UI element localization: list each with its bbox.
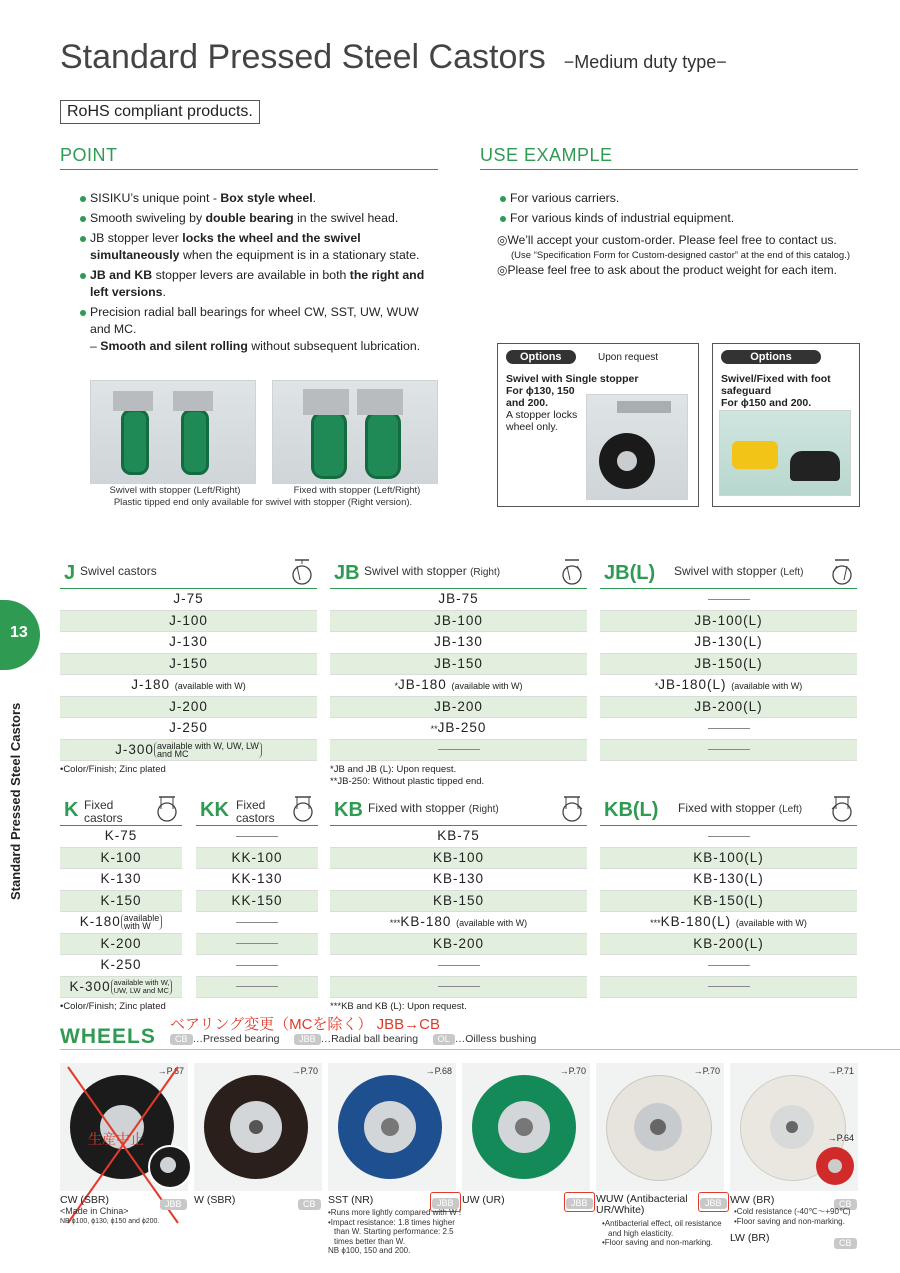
photo-caption-2: Fixed with stopper (Left/Right) [293, 485, 421, 496]
wheel-card-wuw [596, 1063, 724, 1191]
table-row: JB-100 [330, 611, 587, 633]
table-k-footnote: •Color/Finish; Zinc plated [60, 1001, 166, 1012]
table-label: Fixed castors [236, 798, 275, 825]
table-row: K-150 [60, 891, 182, 913]
table-row [196, 826, 318, 848]
table-code: J [64, 562, 76, 584]
table-row [600, 718, 857, 740]
page-ref: →P.64 [827, 1133, 854, 1143]
table-row: J-75 [60, 589, 317, 611]
custom-order-note: ◎We’ll accept your custom-order. Please feel free to contact us. [497, 233, 837, 247]
fixed-stopper-icon [561, 795, 583, 823]
table-row [600, 977, 857, 999]
table-label: Fixed with stopper (Left) [678, 801, 803, 815]
photo-fixed-stopper [272, 380, 438, 484]
table-row: K-180 available with W [60, 912, 182, 934]
bearing-badge: CB [834, 1199, 857, 1210]
point-heading: POINT [60, 145, 438, 170]
wheel-name: W (SBR) [194, 1194, 236, 1206]
table-row: J-250 [60, 718, 317, 740]
table-row: KB-150(L) [600, 891, 857, 913]
side-section-label: Standard Pressed Steel Castors [8, 702, 23, 900]
photo-caption-1: Swivel with stopper (Left/Right) [109, 485, 241, 496]
bearing-badge: JBB [160, 1199, 187, 1210]
table-code: KK [200, 799, 229, 821]
point-bullet-5: Precision radial ball bearings for wheel CW, SST, UW, WUW and MC. – Smooth and silent rolling without subsequent lubrication. [80, 304, 440, 355]
table-label: Swivel castors [80, 564, 157, 578]
table-row: KB-100 [330, 848, 587, 870]
point-bullet-1: SISIKU’s unique point - Box style wheel. [80, 190, 440, 207]
table-row [196, 934, 318, 956]
wheel-card-sst [328, 1063, 456, 1191]
table-jb-left [600, 558, 857, 761]
point-bullet-2: Smooth swiveling by double bearing in the swivel head. [80, 210, 440, 227]
table-row: J-180 (available with W) [60, 675, 317, 697]
option1-text: Swivel with Single stopper For ϕ130, 150 and 200. A stopper locks wheel only. [506, 373, 639, 433]
wheel-name: UW (UR) [462, 1194, 505, 1206]
table-row: JB-200(L) [600, 697, 857, 719]
wheel-name: CW (SBR) [60, 1194, 109, 1206]
wheel-name: SST (NR) [328, 1194, 374, 1206]
table-row: JB-100(L) [600, 611, 857, 633]
options-pill: Options [721, 350, 821, 364]
bearing-badge: JBB [700, 1198, 727, 1209]
wheels-heading: WHEELS [60, 1025, 156, 1048]
table-row: K-200 [60, 934, 182, 956]
page-ref: →P.68 [425, 1066, 452, 1076]
table-row: JB-150 [330, 654, 587, 676]
fixed-castor-icon [292, 795, 314, 823]
fixed-stopper-left-icon [831, 795, 853, 823]
table-row: ***KB-180 (available with W) [330, 912, 587, 934]
table-row: JB-200 [330, 697, 587, 719]
table-kb-left [600, 795, 857, 998]
table-row: JB-130(L) [600, 632, 857, 654]
discontinued-label: 生産中止 [88, 1131, 144, 1147]
page-subtitle: −Medium duty type− [563, 52, 727, 72]
page-ref: →P.70 [693, 1066, 720, 1076]
use-notes [497, 233, 877, 278]
table-kb [330, 795, 587, 1013]
table-code: JB [334, 562, 360, 584]
point-bullet-3: JB stopper lever locks the wheel and the swivel simultaneously when the equipment is in a stationary state. [80, 230, 440, 264]
bearing-change-note: ベアリング変更（MCを除く） JBB→CB [170, 1016, 440, 1033]
table-row [196, 955, 318, 977]
spec-form-note: (Use “Specification Form for Custom-designed castor” at the end of this catalog.) [511, 250, 850, 261]
wheel-note: •Antibacterial effect, oil resistance and high elasticity. •Floor saving and non-marking. [602, 1219, 722, 1247]
table-row: KB-130(L) [600, 869, 857, 891]
point-bullets [80, 190, 440, 358]
option2-text: Swivel/Fixed with foot safeguard For ϕ150 and 200. [721, 373, 831, 409]
option-box-single-stopper [497, 343, 699, 507]
option1-photo [586, 394, 688, 500]
wheel-name: LW (BR) [730, 1232, 770, 1244]
table-row: JB-130 [330, 632, 587, 654]
table-row: JB-75 [330, 589, 587, 611]
use-bullets [500, 190, 860, 230]
options-pill: Options [506, 350, 576, 364]
rohs-label: RoHS compliant products. [60, 100, 260, 124]
table-row: ***KB-180(L) (available with W) [600, 912, 857, 934]
page-ref: →P.71 [827, 1066, 854, 1076]
table-row [600, 826, 857, 848]
table-row: J-200 [60, 697, 317, 719]
table-k [60, 795, 182, 1013]
use-bullet-2: For various kinds of industrial equipment. [500, 210, 860, 227]
page-ref: →P.70 [559, 1066, 586, 1076]
table-j [60, 558, 317, 776]
bearing-badge: JBB [566, 1198, 593, 1209]
bearing-badge: CB [834, 1238, 857, 1249]
table-row: KB-75 [330, 826, 587, 848]
table-row [330, 955, 587, 977]
table-row: KB-150 [330, 891, 587, 913]
table-row: K-250 [60, 955, 182, 977]
weight-note: ◎Please feel free to ask about the product weight for each item. [497, 263, 837, 277]
table-row: K-100 [60, 848, 182, 870]
table-row: **JB-250 [330, 718, 587, 740]
table-code: KB(L) [604, 799, 659, 821]
option2-photo [719, 410, 851, 496]
wheel-name: WUW (Antibacterial UR/White) [596, 1193, 688, 1216]
page-title: Standard Pressed Steel Castors −Medium duty type− [60, 38, 727, 76]
page-number-tab: 13 [0, 600, 40, 670]
wheel-name: WW (BR) [730, 1194, 775, 1206]
use-bullet-1: For various carriers. [500, 190, 860, 207]
table-row: KB-100(L) [600, 848, 857, 870]
table-row: KB-200(L) [600, 934, 857, 956]
table-row: J-300 available with W, UW, LW and MC [60, 740, 317, 762]
table-label: Fixed castors [84, 798, 123, 825]
wheel-note: •Runs more lightly compared with W ! •Impact resistance: 1.8 times higher than W. Starting performance: 2.5 times better than W. NB ϕ100, 150 and 200. [328, 1208, 462, 1255]
wheel-card-uw [462, 1063, 590, 1191]
photo-swivel-stopper [90, 380, 256, 484]
table-code: JB(L) [604, 562, 656, 584]
swivel-stopper-icon [561, 558, 583, 586]
table-row: K-130 [60, 869, 182, 891]
bearing-badge: JBB [432, 1198, 459, 1209]
upon-request-label: Upon request [598, 352, 659, 363]
table-row: KK-130 [196, 869, 318, 891]
table-row: KB-130 [330, 869, 587, 891]
table-row [330, 740, 587, 762]
table-row: *JB-180 (available with W) [330, 675, 587, 697]
table-row [196, 977, 318, 999]
page-ref: →P.67 [157, 1066, 184, 1076]
option-box-foot-safeguard [712, 343, 860, 507]
table-code: K [64, 799, 79, 821]
wheel-card-w [194, 1063, 322, 1191]
table-label: Swivel with stopper (Right) [364, 564, 501, 578]
table-jb [330, 558, 587, 788]
photo-caption-3: Plastic tipped end only available for swivel with stopper (Right version). [113, 497, 413, 508]
wheel-note: •Cold resistance (-40℃〜+90℃) •Floor saving and non-marking. [734, 1207, 851, 1226]
table-row: KK-100 [196, 848, 318, 870]
table-row: *JB-180(L) (available with W) [600, 675, 857, 697]
point-bullet-4: JB and KB stopper levers are available in both the right and left versions. [80, 267, 440, 301]
table-kk [196, 795, 318, 998]
table-label: Swivel with stopper (Left) [674, 564, 804, 578]
table-row: J-100 [60, 611, 317, 633]
table-j-footnote: •Color/Finish; Zinc plated [60, 764, 166, 775]
fixed-castor-icon [156, 795, 178, 823]
table-row [196, 912, 318, 934]
wheel-card-ww [730, 1063, 858, 1191]
table-code: KB [334, 799, 363, 821]
bearing-legend: CB …Pressed bearing JBB …Radial ball bearing OL …Oilless bushing [170, 1033, 536, 1045]
table-row: K-300 available with W, UW, LW and MC [60, 977, 182, 999]
use-heading: USE EXAMPLE [480, 145, 858, 170]
table-row: J-150 [60, 654, 317, 676]
table-label: Fixed with stopper (Right) [368, 801, 499, 815]
wheel-note: <Made in China> NB ϕ100, ϕ130, ϕ150 and ϕ200. [60, 1206, 160, 1225]
table-row: KK-150 [196, 891, 318, 913]
swivel-stopper-left-icon [831, 558, 853, 586]
table-kb-footnote: ***KB and KB (L): Upon request. [330, 1001, 467, 1012]
table-row: KB-200 [330, 934, 587, 956]
table-jb-footnote: *JB and JB (L): Upon request. **JB-250: Without plastic tipped end. [330, 764, 485, 787]
table-row [600, 955, 857, 977]
table-row [600, 740, 857, 762]
table-row [330, 977, 587, 999]
table-row: JB-150(L) [600, 654, 857, 676]
table-row [600, 589, 857, 611]
table-row: J-130 [60, 632, 317, 654]
table-row: K-75 [60, 826, 182, 848]
swivel-castor-icon [291, 558, 313, 586]
page-ref: →P.70 [291, 1066, 318, 1076]
bearing-badge: CB [298, 1199, 321, 1210]
